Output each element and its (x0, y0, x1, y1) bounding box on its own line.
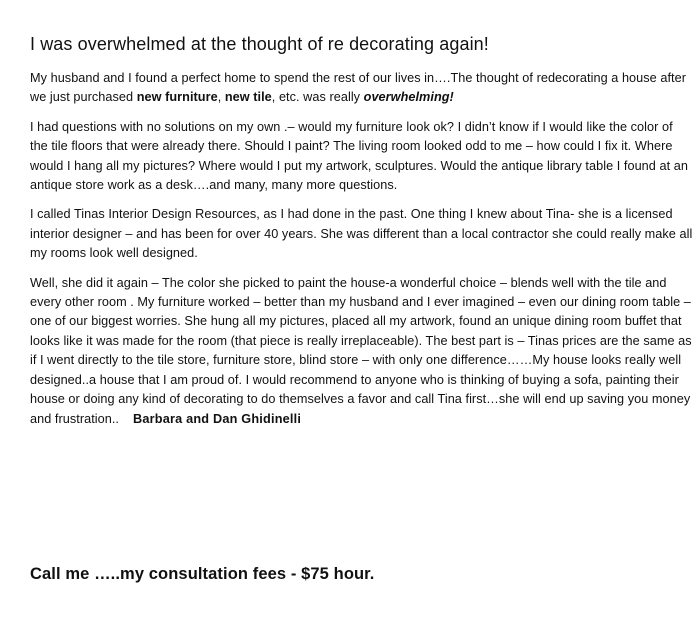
call-to-action: Call me …..my consultation fees - $75 hour. (30, 565, 375, 583)
intro-bold-furniture: new furniture (136, 90, 218, 105)
signature: Barbara and Dan Ghidinelli (133, 411, 302, 426)
results-text: Well, she did it again – The color she picked to paint the house-a wonderful choice – blends well with the tile and every other room . My furniture worked – better than my husband and I ever imagined – even our dining room table – one of our biggest worries. She hung all my pictures, placed all my artwork, found an unique dining room buffet that looks like it was made for the room (that piece is really irreplaceable). The best part is – Tinas prices are the same as if I went directly to the tile store, furniture store, blind store – with only one difference……My house looks really well designed..a house that I am proud of. I would recommend to anyone who is thinking of buying a sofa, painting their house or doing any kind of decorating to do themselves a favor and call Tina first…she will end up saving you money and frustration.. (30, 275, 692, 426)
paragraph-called-tina: I called Tinas Interior Design Resources, as I had done in the past. One thing I knew about Tina- she is a licensed interior designer – and has been for over 40 years. She was different than a local contractor she could really make all my rooms look well designed. (30, 207, 693, 261)
intro-bold-italic-overwhelming: overwhelming! (363, 90, 454, 105)
intro-text-a: My husband and I found a perfect home to spend the rest of our lives in….The thought of redecorating a house after we just purchased (30, 71, 686, 105)
testimonial-document (30, 33, 694, 439)
intro-separator: , (217, 90, 225, 105)
paragraph-results (30, 274, 694, 429)
paragraph-intro (30, 69, 694, 108)
paragraph-questions: I had questions with no solutions on my own .– would my furniture look ok? I didn’t know if I would like the color of the tile floors that were already there. Should I paint? The living room looked odd to me – how could I fix it. Where would I hang all my pictures? Where would I put my artwork, sculptures. Would the antique library table I found at an antique store work as a desk….and many, many more questions. (30, 119, 688, 193)
intro-bold-tile: new tile (224, 90, 272, 105)
page-title: I was overwhelmed at the thought of re decorating again! (30, 34, 489, 54)
intro-text-b: , etc. was really (271, 90, 364, 105)
